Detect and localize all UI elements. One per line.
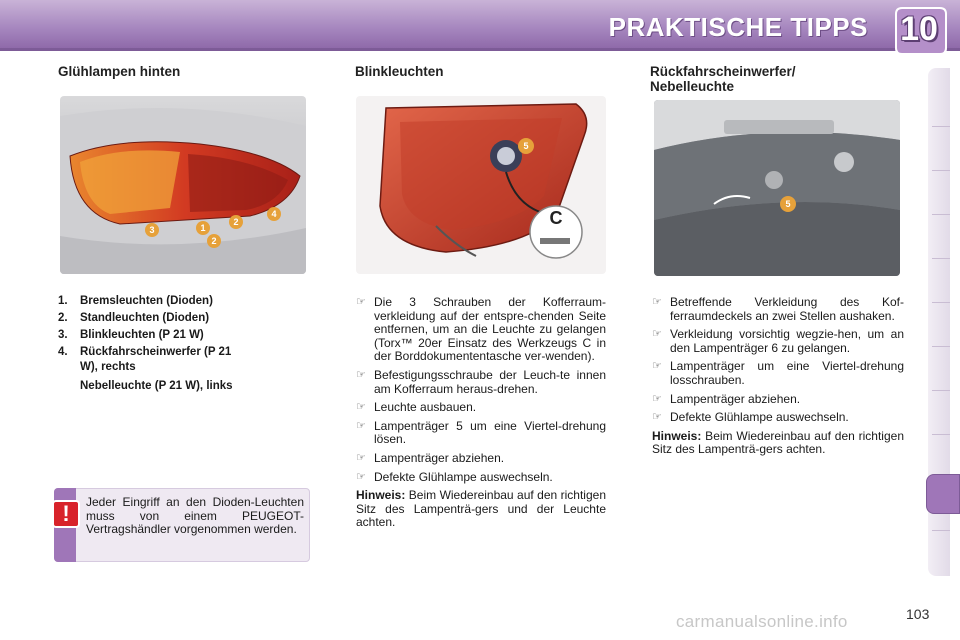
warning-text: Jeder Eingriff an den Dioden-Leuchten muss von einem PEUGEOT-Vertragshändler vorgenommen werden. — [86, 495, 304, 537]
tab-divider — [932, 390, 950, 391]
hand-pointer-icon: ☞ — [652, 360, 662, 373]
callout-1: 1 — [200, 223, 206, 233]
page-title: PRAKTISCHE TIPPS — [608, 12, 868, 42]
heading-rear-bulbs: Glühlampen hinten — [58, 64, 181, 79]
hint-text: Hinweis: Beim Wiedereinbau auf den richtigen Sitz des Lampenträ-gers achten. — [652, 428, 904, 457]
hand-pointer-icon: ☞ — [356, 419, 366, 432]
callout-5: 5 — [785, 199, 791, 209]
watermark: carmanualsonline.info — [676, 612, 848, 631]
list-item: 1. Bremsleuchten (Dioden) — [58, 295, 213, 307]
chapter-number: 10 — [900, 10, 938, 48]
reversing-fog-steps — [652, 296, 904, 457]
callout-2: 2 — [233, 217, 239, 227]
callout-4: 4 — [271, 209, 277, 219]
list-item: ☞ Defekte Glühlampe auswechseln. — [356, 469, 553, 484]
hand-pointer-icon: ☞ — [652, 328, 662, 341]
hand-pointer-icon: ☞ — [652, 392, 662, 405]
rear-lamp-illustration — [60, 96, 306, 274]
bulb-list — [58, 294, 298, 396]
tab-divider — [932, 214, 950, 215]
chapter-tab-active[interactable] — [926, 474, 960, 514]
tab-divider — [932, 126, 950, 127]
list-item: Nebelleuchte (P 21 W), links — [80, 380, 233, 392]
callout-3: 3 — [149, 225, 155, 235]
indicator-steps — [356, 296, 606, 530]
list-item: ☞ Befestigungsschraube der Leuch-te innen am Kofferraum heraus-drehen. — [356, 367, 606, 396]
chapter-badge — [890, 6, 948, 56]
list-item: 3. Blinkleuchten (P 21 W) — [58, 329, 204, 341]
tab-divider — [932, 302, 950, 303]
warning-icon: ! — [52, 500, 80, 528]
heading-reversing-fog: Rückfahrscheinwerfer/ Nebelleuchte — [650, 64, 796, 94]
hand-pointer-icon: ☞ — [356, 401, 366, 414]
list-item: ☞ Lampenträger abziehen. — [652, 391, 801, 406]
callout-5: 5 — [523, 141, 529, 151]
list-item: ☞ Lampenträger 5 um eine Viertel-drehung lösen. — [356, 418, 606, 447]
list-item: ☞ Leuchte ausbauen. — [356, 400, 477, 415]
hand-pointer-icon: ☞ — [356, 296, 366, 308]
tab-divider — [932, 434, 950, 435]
list-item: ☞ Verkleidung vorsichtig wegzie-hen, um an den Lampenträger 6 zu gelangen. — [652, 327, 904, 355]
list-item: ☞ Lampenträger um eine Viertel-drehung losschrauben. — [652, 359, 904, 387]
hand-pointer-icon: ☞ — [356, 470, 366, 483]
hint-text: Hinweis: Beim Wiedereinbau auf den richtigen Sitz des Lampenträ-gers und der Leuchte achten. — [356, 488, 606, 530]
list-item: ☞ Betreffende Verkleidung des Kof-ferraumdeckels an zwei Stellen aushaken. — [652, 295, 904, 323]
tab-divider — [932, 530, 950, 531]
tab-divider — [932, 346, 950, 347]
list-item: 4. Rückfahrscheinwerfer (P 21 W), rechts — [58, 346, 232, 373]
list-item: ☞ Defekte Glühlampe auswechseln. — [652, 410, 849, 425]
hand-pointer-icon: ☞ — [652, 296, 662, 308]
page-number: 103 — [906, 606, 930, 622]
list-item: ☞ Die 3 Schrauben der Kofferraum-verkleidung auf der entspre-chenden Seite entfernen, um an die Leuchte zu gelangen (Torx™ 20er Einsatz des Werkzeugs C in der Borddokumententasche ver-wenden). — [356, 295, 606, 364]
tab-divider — [932, 170, 950, 171]
list-item: ☞ Lampenträger abziehen. — [356, 450, 505, 465]
trunk-lid-illustration — [654, 100, 900, 276]
hand-pointer-icon: ☞ — [652, 411, 662, 424]
tab-divider — [932, 258, 950, 259]
hand-pointer-icon: ☞ — [356, 451, 366, 464]
callout-2b: 2 — [211, 236, 217, 246]
heading-indicators: Blinkleuchten — [355, 64, 444, 79]
callout-tool-c: C — [549, 208, 563, 228]
header-divider — [0, 48, 960, 51]
list-item: 2. Standleuchten (Dioden) — [58, 312, 210, 324]
indicator-lamp-illustration — [356, 96, 606, 274]
hand-pointer-icon: ☞ — [356, 368, 366, 381]
